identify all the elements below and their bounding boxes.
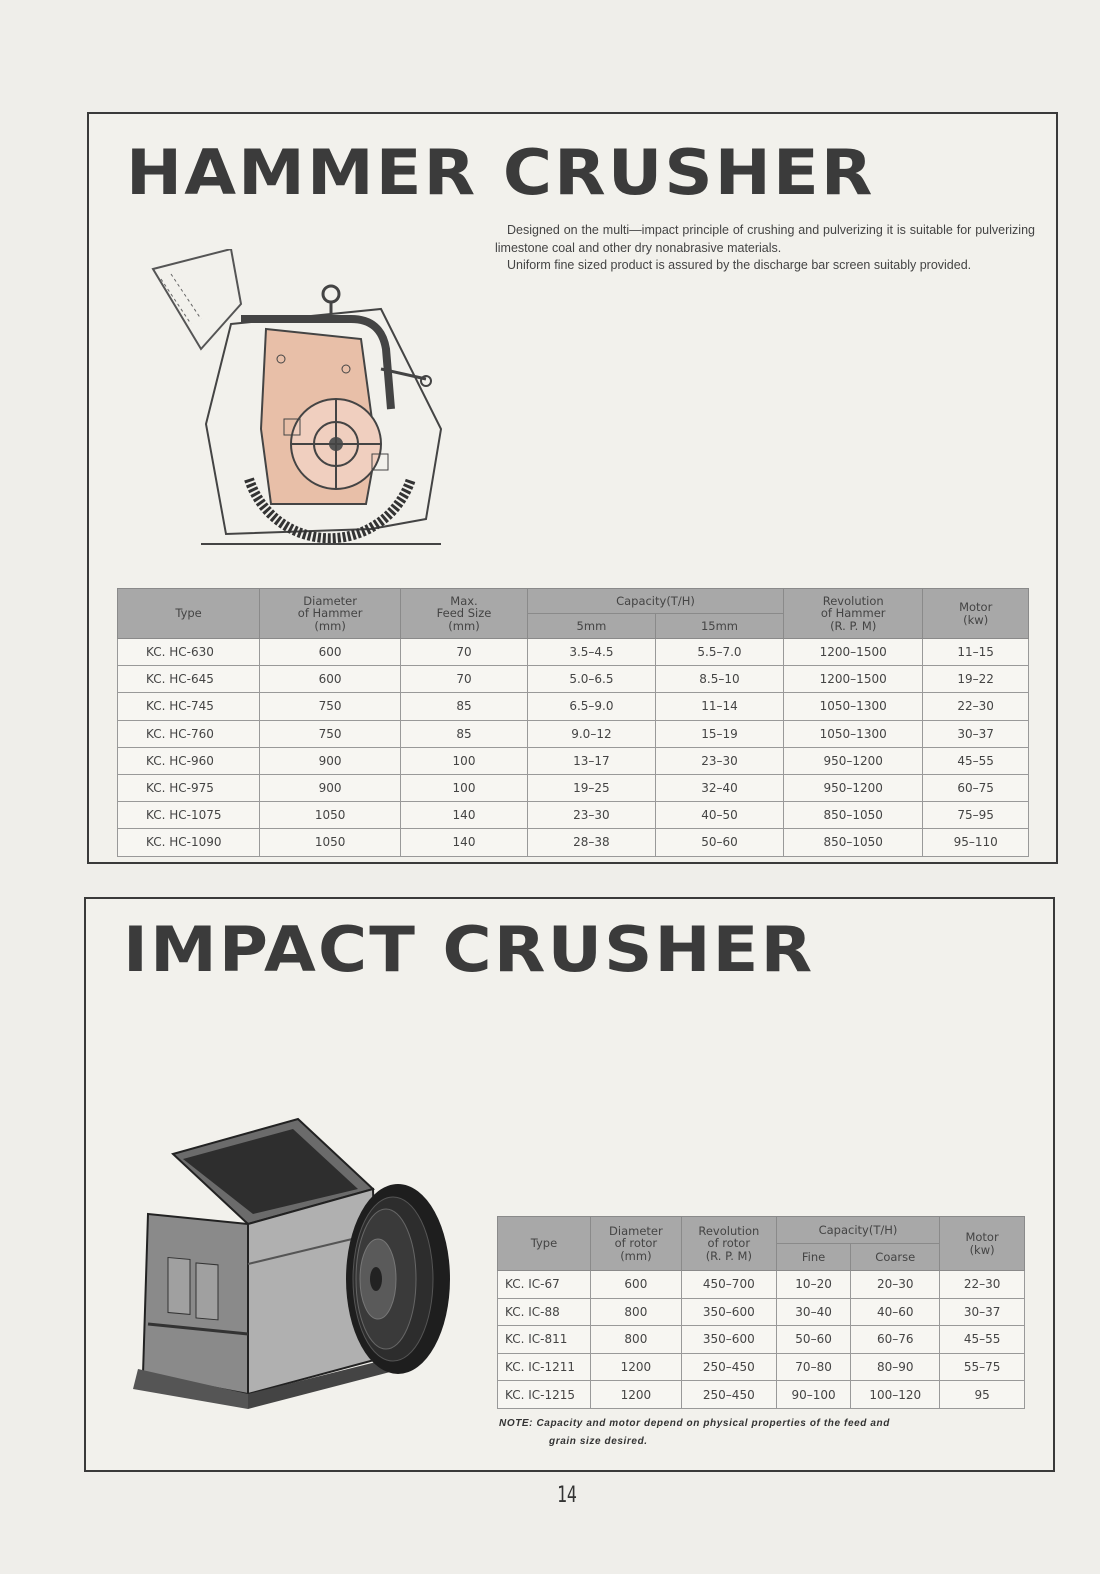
table-cell: 11–14 (655, 693, 783, 720)
table-cell: 95–110 (923, 829, 1029, 856)
header-diameter-line3: (mm) (620, 1248, 652, 1263)
table-cell: 800 (590, 1298, 681, 1326)
table-cell: 90–100 (776, 1381, 851, 1409)
table-cell: 32–40 (655, 774, 783, 801)
header-capacity-coarse: Coarse (851, 1244, 940, 1271)
type-cell: KC. HC-960 (118, 747, 260, 774)
table-cell: 600 (260, 639, 401, 666)
header-diameter-line1: Diameter (609, 1224, 663, 1239)
table-cell: 40–60 (851, 1298, 940, 1326)
table-cell: 100 (401, 774, 528, 801)
hammer-spec-table (117, 588, 1029, 857)
header-revolution (681, 1217, 776, 1271)
table-cell: 80–90 (851, 1353, 940, 1381)
header-motor-line1: Motor (959, 600, 993, 615)
table-cell: 8.5–10 (655, 666, 783, 693)
type-cell: KC. IC-811 (498, 1326, 591, 1354)
table-cell: 140 (401, 802, 528, 829)
table-cell: 1200 (590, 1381, 681, 1409)
type-cell: KC. HC-760 (118, 720, 260, 747)
table-cell: 22–30 (940, 1271, 1025, 1299)
header-diameter (260, 589, 401, 639)
table-cell: 600 (590, 1271, 681, 1299)
table-cell: 75–95 (923, 802, 1029, 829)
header-revolution-line1: Revolution (698, 1224, 760, 1239)
table-cell: 1050–1300 (784, 720, 923, 747)
table-cell: 13–17 (527, 747, 655, 774)
table-cell: 1050–1300 (784, 693, 923, 720)
table-cell: 70–80 (776, 1353, 851, 1381)
table-cell: 45–55 (940, 1326, 1025, 1354)
table-cell: 40–50 (655, 802, 783, 829)
table-cell: 50–60 (655, 829, 783, 856)
header-diameter (590, 1217, 681, 1271)
header-capacity-15mm: 15mm (655, 614, 783, 639)
header-type: Type (118, 589, 260, 639)
table-cell: 900 (260, 774, 401, 801)
capacity-note (499, 1415, 1019, 1451)
header-revolution-line3: (R. P. M) (705, 1248, 752, 1263)
table-cell: 750 (260, 693, 401, 720)
table-cell: 60–75 (923, 774, 1029, 801)
hammer-table-body (118, 639, 1029, 857)
header-motor-line2: (kw) (969, 1242, 995, 1257)
table-cell: 19–25 (527, 774, 655, 801)
table-cell: 750 (260, 720, 401, 747)
table-cell: 450–700 (681, 1271, 776, 1299)
table-cell: 5.0–6.5 (527, 666, 655, 693)
header-capacity-5mm: 5mm (527, 614, 655, 639)
header-motor-line2: (kw) (963, 612, 989, 627)
type-cell: KC. IC-67 (498, 1271, 591, 1299)
header-capacity-fine: Fine (776, 1244, 851, 1271)
table-cell: 1200 (590, 1353, 681, 1381)
table-cell: 45–55 (923, 747, 1029, 774)
table-cell: 30–40 (776, 1298, 851, 1326)
table-cell: 70 (401, 639, 528, 666)
hammer-description-paragraph-1: Designed on the multi—impact principle of crushing and pulverizing it is suitable for pulverizing limestone coal and other dry nonabrasive materials. (495, 223, 1035, 255)
table-cell: 250–450 (681, 1353, 776, 1381)
table-row (118, 639, 1029, 666)
impact-table-body (498, 1271, 1025, 1409)
table-row (498, 1353, 1025, 1381)
table-cell: 1050 (260, 802, 401, 829)
note-line-1: NOTE: Capacity and motor depend on physical properties of the feed and (499, 1418, 890, 1429)
table-row (118, 693, 1029, 720)
table-cell: 60–76 (851, 1326, 940, 1354)
table-row (118, 747, 1029, 774)
table-cell: 95 (940, 1381, 1025, 1409)
table-cell: 250–450 (681, 1381, 776, 1409)
table-cell: 800 (590, 1326, 681, 1354)
table-row (118, 774, 1029, 801)
header-diameter-line2: of rotor (614, 1236, 658, 1251)
table-cell: 28–38 (527, 829, 655, 856)
header-motor (940, 1217, 1025, 1271)
header-motor (923, 589, 1029, 639)
header-feed-line2: Feed Size (436, 606, 492, 621)
header-capacity: Capacity(T/H) (527, 589, 783, 614)
type-cell: KC. IC-1215 (498, 1381, 591, 1409)
table-cell: 5.5–7.0 (655, 639, 783, 666)
table-cell: 30–37 (923, 720, 1029, 747)
table-cell: 1200–1500 (784, 639, 923, 666)
table-cell: 100 (401, 747, 528, 774)
table-cell: 85 (401, 693, 528, 720)
header-feed-line3: (mm) (448, 618, 480, 633)
table-cell: 22–30 (923, 693, 1029, 720)
table-cell: 70 (401, 666, 528, 693)
type-cell: KC. HC-975 (118, 774, 260, 801)
header-type: Type (498, 1217, 591, 1271)
type-cell: KC. HC-1075 (118, 802, 260, 829)
note-line-2: grain size desired. (549, 1436, 648, 1447)
table-cell: 15–19 (655, 720, 783, 747)
impact-spec-table (497, 1216, 1025, 1409)
table-row (498, 1326, 1025, 1354)
header-revolution-line3: (R. P. M) (830, 618, 877, 633)
table-cell: 85 (401, 720, 528, 747)
header-motor-line1: Motor (965, 1230, 999, 1245)
type-cell: KC. HC-645 (118, 666, 260, 693)
type-cell: KC. HC-1090 (118, 829, 260, 856)
table-cell: 10–20 (776, 1271, 851, 1299)
table-cell: 850–1050 (784, 829, 923, 856)
table-cell: 600 (260, 666, 401, 693)
table-row (498, 1271, 1025, 1299)
hammer-crusher-section (87, 112, 1058, 864)
impact-crusher-title: IMPACT CRUSHER (123, 913, 815, 986)
table-cell: 30–37 (940, 1298, 1025, 1326)
type-cell: KC. IC-88 (498, 1298, 591, 1326)
hammer-crusher-title: HAMMER CRUSHER (126, 136, 875, 209)
header-revolution (784, 589, 923, 639)
table-cell: 9.0–12 (527, 720, 655, 747)
table-cell: 950–1200 (784, 774, 923, 801)
table-cell: 23–30 (655, 747, 783, 774)
table-cell: 50–60 (776, 1326, 851, 1354)
hammer-crusher-drawing (141, 249, 451, 554)
table-cell: 23–30 (527, 802, 655, 829)
table-cell: 1200–1500 (784, 666, 923, 693)
table-row (498, 1381, 1025, 1409)
header-capacity: Capacity(T/H) (776, 1217, 939, 1244)
table-row (498, 1298, 1025, 1326)
table-cell: 140 (401, 829, 528, 856)
type-cell: KC. HC-745 (118, 693, 260, 720)
header-diameter-line1: Diameter (303, 594, 357, 609)
table-cell: 20–30 (851, 1271, 940, 1299)
impact-crusher-section (84, 897, 1055, 1472)
hammer-description (495, 222, 1035, 275)
table-cell: 100–120 (851, 1381, 940, 1409)
header-revolution-line2: of Hammer (820, 606, 886, 621)
table-cell: 1050 (260, 829, 401, 856)
table-row (118, 720, 1029, 747)
header-diameter-line3: (mm) (314, 618, 346, 633)
table-cell: 950–1200 (784, 747, 923, 774)
table-row (118, 829, 1029, 856)
type-cell: KC. IC-1211 (498, 1353, 591, 1381)
table-cell: 350–600 (681, 1298, 776, 1326)
table-cell: 850–1050 (784, 802, 923, 829)
header-revolution-line2: of rotor (707, 1236, 751, 1251)
table-cell: 350–600 (681, 1326, 776, 1354)
impact-crusher-photo (128, 1114, 458, 1409)
table-row (118, 802, 1029, 829)
type-cell: KC. HC-630 (118, 639, 260, 666)
table-cell: 3.5–4.5 (527, 639, 655, 666)
table-row (118, 666, 1029, 693)
page-number: 14 (557, 1483, 577, 1508)
header-diameter-line2: of Hammer (297, 606, 363, 621)
header-feed-size (401, 589, 528, 639)
header-revolution-line1: Revolution (822, 594, 884, 609)
header-feed-line1: Max. (450, 594, 478, 609)
hammer-description-paragraph-2: Uniform fine sized product is assured by the discharge bar screen suitably provided. (507, 258, 972, 272)
table-cell: 6.5–9.0 (527, 693, 655, 720)
table-cell: 19–22 (923, 666, 1029, 693)
table-cell: 55–75 (940, 1353, 1025, 1381)
table-cell: 900 (260, 747, 401, 774)
table-cell: 11–15 (923, 639, 1029, 666)
